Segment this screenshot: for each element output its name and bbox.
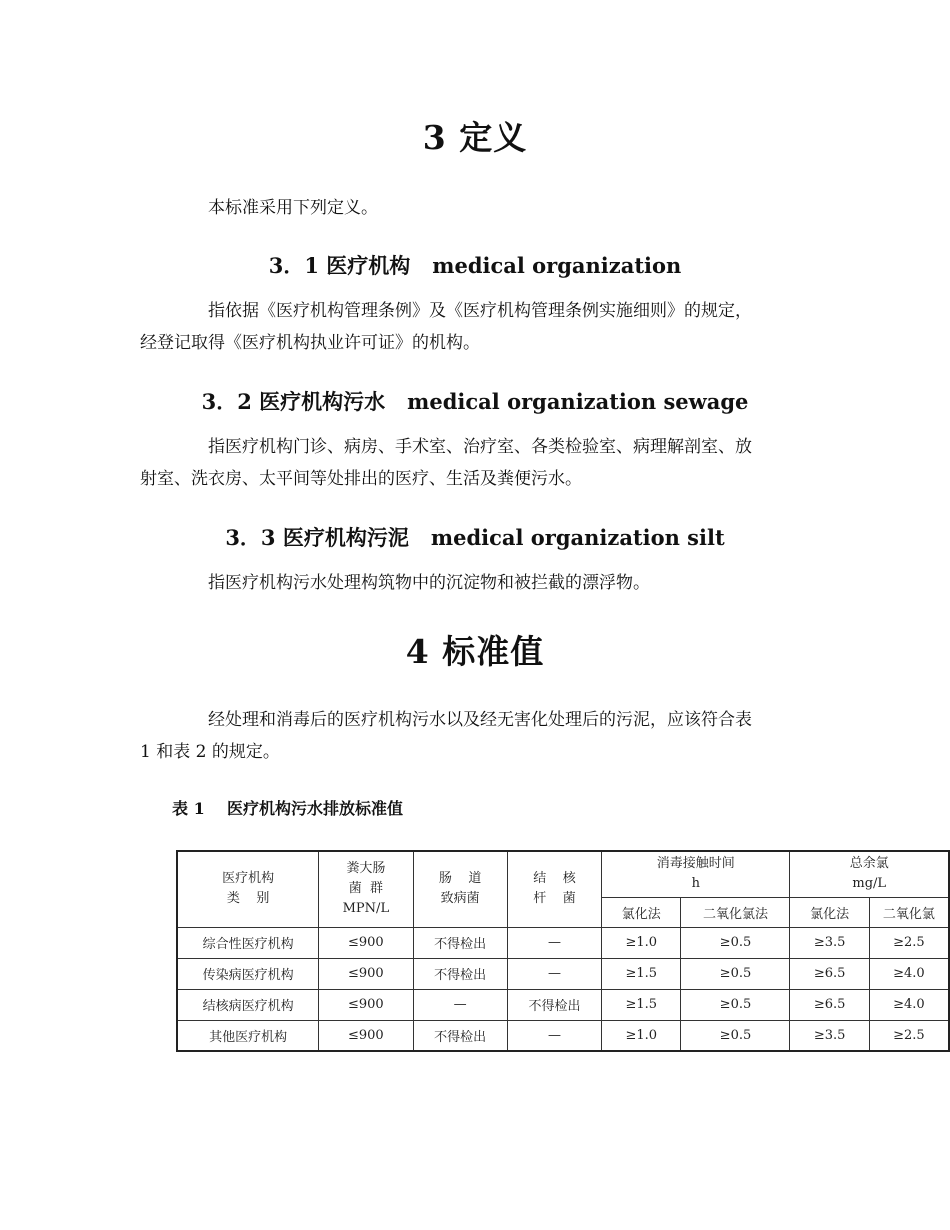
cell-intestinal-pathogens: 不得检出 (413, 1020, 507, 1051)
cell-residual-chlorine-dioxide: ≥4.0 (869, 989, 949, 1020)
table-row (177, 989, 949, 1020)
header-tuberculosis-bacillus: 结 核 杆 菌 (507, 851, 601, 927)
header-fecal-coliform: 粪大肠 菌 群 MPN/L (319, 851, 413, 927)
section-4-heading: 4 标准值 (405, 632, 545, 671)
section-3-heading: 3 定义 (422, 118, 528, 157)
cell-residual-chlorine-dioxide: ≥2.5 (869, 927, 949, 958)
section-3-intro: 本标准采用下列定义。 (208, 198, 378, 218)
definition-3-2-heading (0, 386, 950, 416)
cell-contact-chlorination: ≥1.5 (602, 958, 681, 989)
definition-3-2-title: 3．2 医疗机构污水 (201, 389, 386, 414)
section-4-line2: 1 和表 2 的规定。 (140, 742, 280, 762)
cell-contact-chlorine-dioxide: ≥0.5 (681, 989, 790, 1020)
sewage-standard-table (176, 850, 950, 1052)
definition-3-2-line2: 射室、洗衣房、太平间等处排出的医疗、生活及粪便污水。 (140, 469, 582, 489)
cell-contact-chlorine-dioxide: ≥0.5 (681, 927, 790, 958)
header-intestinal-pathogens: 肠 道 致病菌 (413, 851, 507, 927)
cell-institution: 综合性医疗机构 (177, 927, 319, 958)
cell-contact-chlorination: ≥1.5 (602, 989, 681, 1020)
definition-3-3-title-en: medical organization silt (430, 525, 725, 550)
header-contact-time: 消毒接触时间 h (602, 851, 790, 897)
cell-fecal-coliform: ≤900 (319, 927, 413, 958)
cell-contact-chlorination: ≥1.0 (602, 927, 681, 958)
cell-residual-chlorination: ≥3.5 (790, 927, 869, 958)
definition-3-1-title: 3．1 医疗机构 (268, 253, 411, 278)
cell-intestinal-pathogens: 不得检出 (413, 927, 507, 958)
cell-institution: 其他医疗机构 (177, 1020, 319, 1051)
header-institution-type: 医疗机构 类 别 (177, 851, 319, 927)
cell-institution: 传染病医疗机构 (177, 958, 319, 989)
definition-3-3-heading (0, 522, 950, 552)
definition-3-3-line1: 指医疗机构污水处理构筑物中的沉淀物和被拦截的漂浮物。 (208, 573, 650, 593)
cell-intestinal-pathogens: — (413, 989, 507, 1020)
cell-intestinal-pathogens: 不得检出 (413, 958, 507, 989)
table-row (177, 1020, 949, 1051)
definition-3-2-line1: 指医疗机构门诊、病房、手术室、治疗室、各类检验室、病理解剖室、放 (208, 437, 752, 457)
cell-fecal-coliform: ≤900 (319, 958, 413, 989)
cell-residual-chlorine-dioxide: ≥2.5 (869, 1020, 949, 1051)
cell-residual-chlorine-dioxide: ≥4.0 (869, 958, 949, 989)
cell-tuberculosis: — (507, 958, 601, 989)
cell-tuberculosis: — (507, 1020, 601, 1051)
definition-3-1-heading (0, 250, 950, 280)
definition-3-1-line2: 经登记取得《医疗机构执业许可证》的机构。 (140, 333, 480, 353)
cell-residual-chlorination: ≥3.5 (790, 1020, 869, 1051)
cell-tuberculosis: 不得检出 (507, 989, 601, 1020)
cell-tuberculosis: — (507, 927, 601, 958)
subheader-chlorine-dioxide-residual: 二氧化氯 (869, 897, 949, 927)
header-residual-chlorine: 总余氯 mg/L (790, 851, 949, 897)
section-4-line1: 经处理和消毒后的医疗机构污水以及经无害化处理后的污泥，应该符合表 (208, 710, 752, 730)
cell-contact-chlorine-dioxide: ≥0.5 (681, 958, 790, 989)
table-row (177, 958, 949, 989)
subheader-chlorination-residual: 氯化法 (790, 897, 869, 927)
definition-3-3-title: 3．3 医疗机构污泥 (225, 525, 409, 550)
cell-contact-chlorination: ≥1.0 (602, 1020, 681, 1051)
subheader-chlorine-dioxide: 二氧化氯法 (681, 897, 790, 927)
definition-3-2-title-en: medical organization sewage (407, 389, 749, 414)
cell-residual-chlorination: ≥6.5 (790, 989, 869, 1020)
cell-fecal-coliform: ≤900 (319, 989, 413, 1020)
cell-institution: 结核病医疗机构 (177, 989, 319, 1020)
definition-3-1-title-en: medical organization (432, 253, 682, 278)
definition-3-1-line1: 指依据《医疗机构管理条例》及《医疗机构管理条例实施细则》的规定， (208, 301, 752, 321)
cell-residual-chlorination: ≥6.5 (790, 958, 869, 989)
cell-contact-chlorine-dioxide: ≥0.5 (681, 1020, 790, 1051)
subheader-chlorination: 氯化法 (602, 897, 681, 927)
cell-fecal-coliform: ≤900 (319, 1020, 413, 1051)
table-row (177, 927, 949, 958)
table-1-caption: 表 1 医疗机构污水排放标准值 (172, 799, 403, 818)
